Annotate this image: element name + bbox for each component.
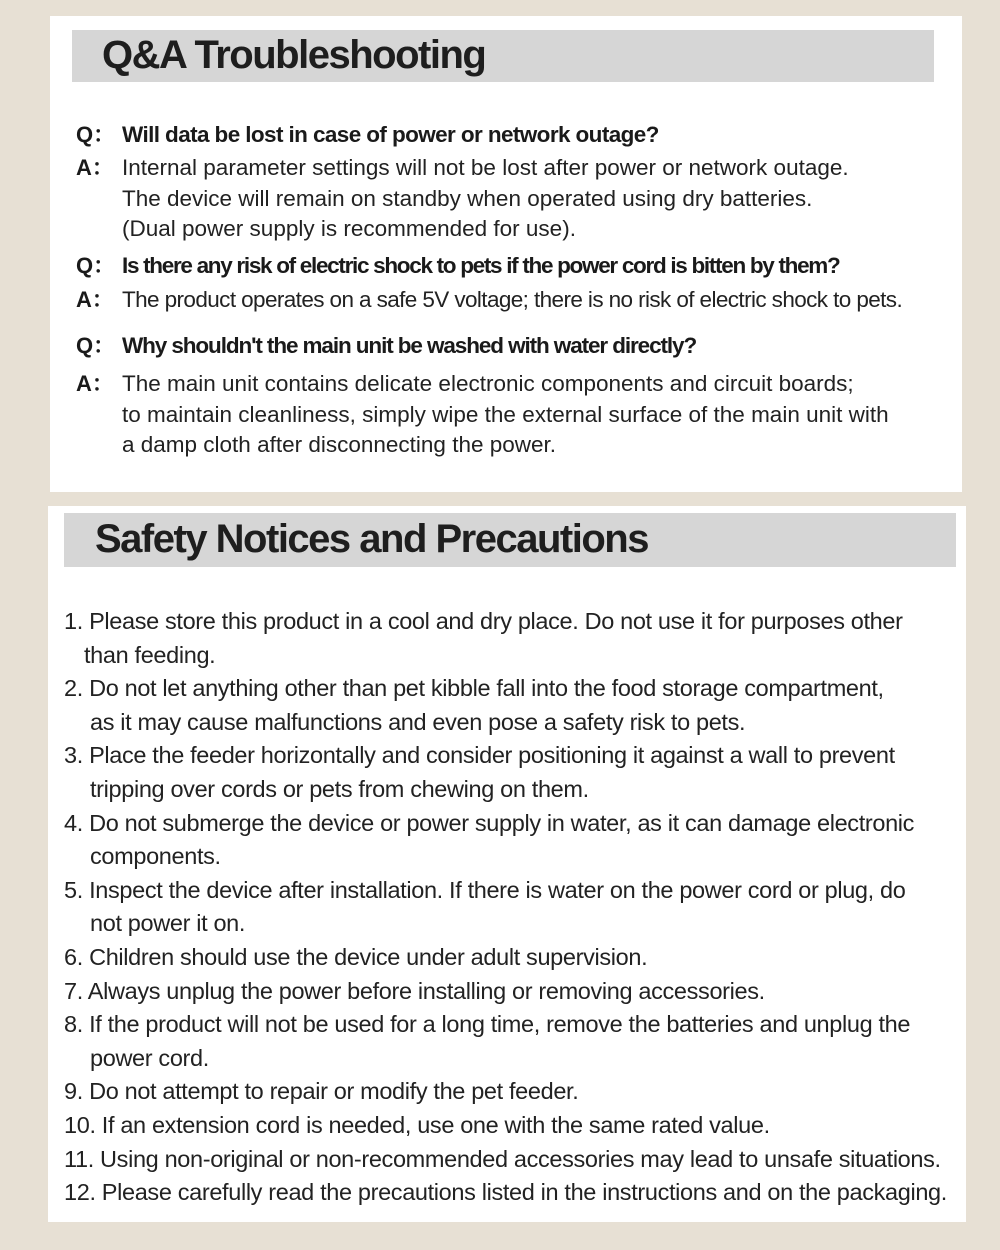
safety-item-line: than feeding. [84, 641, 216, 668]
safety-item [64, 605, 959, 672]
safety-item [64, 672, 959, 739]
qa-answer-row [76, 285, 956, 316]
safety-item [64, 739, 959, 806]
answer-text [122, 369, 889, 461]
qa-section-title: Q&A Troubleshooting [102, 33, 486, 77]
question-tag: Q： [76, 252, 116, 278]
answer-tag: A： [76, 155, 114, 180]
safety-item-line: as it may cause malfunctions and even pose a safety risk to pets. [90, 708, 746, 735]
safety-item-line: 7. Always unplug the power before installing or removing accessories. [64, 977, 765, 1004]
safety-item [64, 941, 959, 975]
safety-item-line: 2. Do not let anything other than pet kibble fall into the food storage compartment, [64, 675, 884, 702]
safety-item [64, 1143, 959, 1177]
safety-item-line: 5. Inspect the device after installation. If there is water on the power cord or plug, do [64, 876, 906, 903]
question-text: Why shouldn't the main unit be washed with water directly? [122, 333, 697, 358]
answer-line: Internal parameter settings will not be lost after power or network outage. [122, 155, 849, 180]
answer-tag: A： [76, 286, 114, 312]
safety-item-line: 11. Using non-original or non-recommended accessories may lead to unsafe situations. [64, 1145, 941, 1172]
answer-line: to maintain cleanliness, simply wipe the external surface of the main unit with [122, 401, 889, 427]
answer-text [122, 153, 849, 245]
answer-line: The product operates on a safe 5V voltage; there is no risk of electric shock to pets. [122, 286, 903, 312]
question-tag: Q： [76, 333, 116, 358]
safety-list [64, 605, 959, 1210]
safety-item [64, 1008, 959, 1075]
safety-item [64, 1109, 959, 1143]
safety-item [64, 975, 959, 1009]
safety-item-line: 1. Please store this product in a cool and dry place. Do not use it for purposes other [64, 608, 903, 634]
question-text: Will data be lost in case of power or network outage? [122, 122, 659, 147]
safety-item-line: components. [90, 843, 221, 870]
answer-line: The device will remain on standby when operated using dry batteries. [122, 185, 813, 211]
qa-question-row [76, 331, 956, 361]
safety-item [64, 807, 959, 874]
safety-item-line: 12. Please carefully read the precautions listed in the instructions and on the packaging. [64, 1179, 947, 1206]
safety-section-title: Safety Notices and Precautions [95, 517, 648, 561]
safety-item [64, 1176, 959, 1210]
safety-header-band [64, 513, 956, 567]
qa-question-row [76, 120, 956, 150]
safety-item-line: power cord. [90, 1044, 209, 1071]
safety-item-line: 3. Place the feeder horizontally and consider positioning it against a wall to prevent [64, 742, 895, 769]
answer-line: a damp cloth after disconnecting the power. [122, 432, 557, 457]
qa-list [76, 120, 956, 461]
answer-tag: A： [76, 371, 114, 396]
question-tag: Q： [76, 122, 116, 147]
safety-item-line: not power it on. [90, 910, 246, 937]
safety-item-line: 4. Do not submerge the device or power supply in water, as it can damage electronic [64, 809, 915, 836]
safety-item [64, 1075, 959, 1109]
qa-answer-row [76, 369, 956, 461]
qa-header-band [72, 30, 934, 82]
qa-panel [50, 16, 962, 492]
qa-question-row [76, 251, 956, 281]
safety-item-line: 9. Do not attempt to repair or modify the pet feeder. [64, 1078, 579, 1105]
answer-line: (Dual power supply is recommended for use). [122, 216, 576, 241]
qa-answer-row [76, 153, 956, 245]
safety-item-line: tripping over cords or pets from chewing on them. [90, 775, 589, 802]
answer-text [122, 285, 902, 316]
question-text: Is there any risk of electric shock to pets if the power cord is bitten by them? [122, 252, 840, 278]
safety-item-line: 6. Children should use the device under adult supervision. [64, 943, 648, 970]
safety-item-line: 8. If the product will not be used for a long time, remove the batteries and unplug the [64, 1011, 911, 1038]
safety-item [64, 874, 959, 941]
safety-item-line: 10. If an extension cord is needed, use one with the same rated value. [64, 1111, 770, 1138]
safety-panel [48, 506, 966, 1222]
answer-line: The main unit contains delicate electronic components and circuit boards; [122, 371, 854, 396]
